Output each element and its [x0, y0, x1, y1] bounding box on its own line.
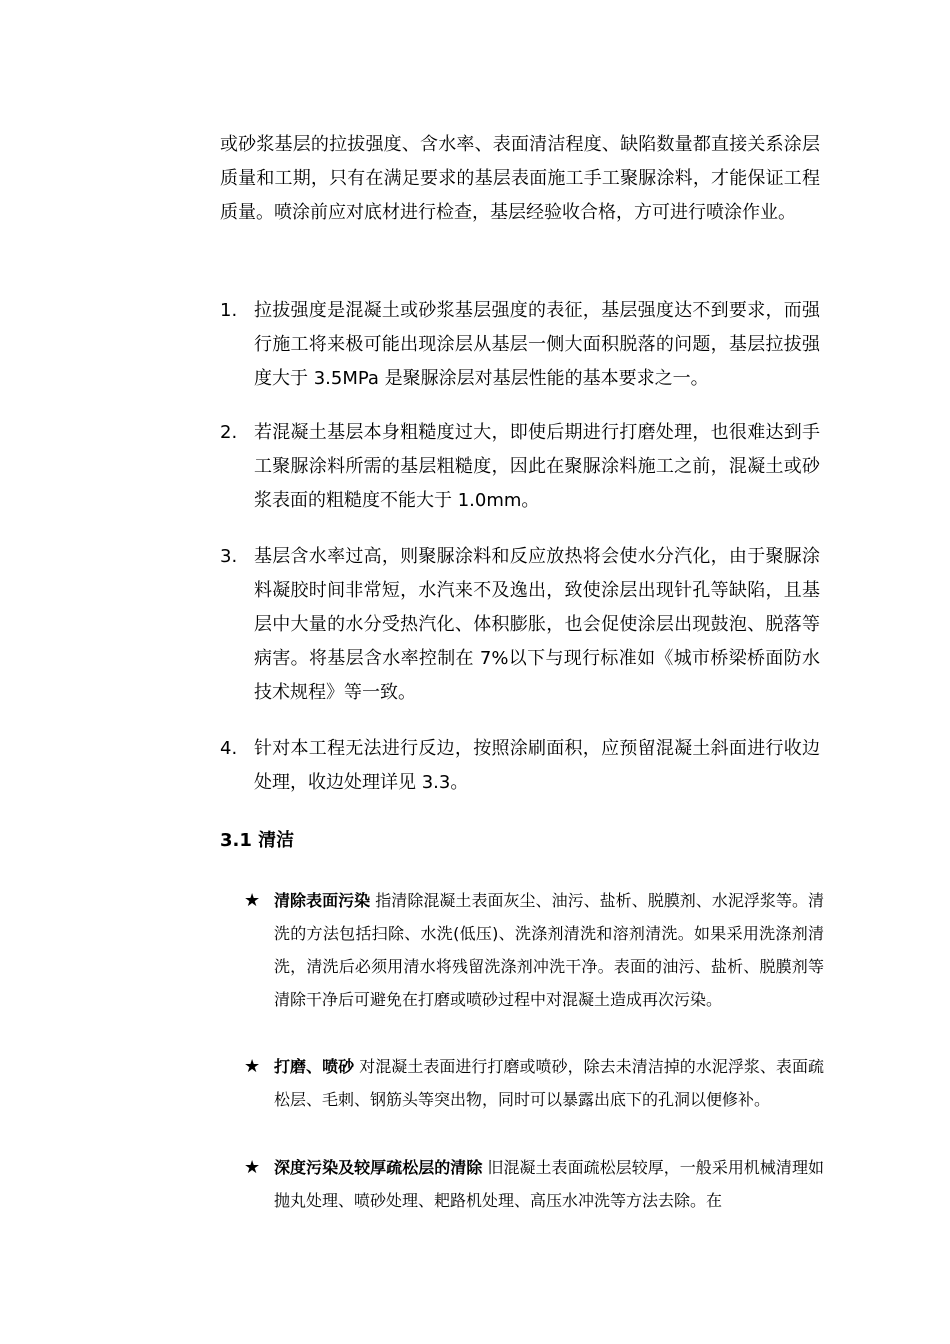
- star-item-body: 指清除混凝土表面灰尘、油污、盐析、脱膜剂、水泥浮浆等。清洗的方法包括扫除、水洗(低压)、洗涤剂清洗和溶剂清洗。如果采用洗涤剂清洗，清洗后必须用清水将残留洗涤剂冲洗干净。表面的油污、盐析、脱膜剂等清除干净后可避免在打磨或喷砂过程中对混凝土造成再次污染。: [274, 891, 824, 1009]
- item-number: 2.: [220, 422, 238, 443]
- item-text: 基层含水率过高，则聚脲涂料和反应放热将会使水分汽化，由于聚脲涂料凝胶时间非常短，水汽来不及逸出，致使涂层出现针孔等缺陷，且基层中大量的水分受热汽化、体积膨胀，也会促使涂层出现鼓泡、脱落等病害。将基层含水率控制在 7%以下与现行标准如《城市桥梁桥面防水技术规程》等一致。: [254, 546, 820, 703]
- star-icon: ★: [244, 1056, 261, 1077]
- item-text: 针对本工程无法进行反边，按照涂刷面积，应预留混凝土斜面进行收边处理，收边处理详见 3.3。: [254, 738, 820, 793]
- numbered-item-1: [220, 294, 820, 396]
- star-item-body: 对混凝土表面进行打磨或喷砂，除去未清洁掉的水泥浮浆、表面疏松层、毛刺、钢筋头等突出物，同时可以暴露出底下的孔洞以便修补。: [274, 1057, 824, 1109]
- star-item-lead: 深度污染及较厚疏松层的清除: [274, 1158, 483, 1177]
- star-item-1: [244, 884, 824, 1016]
- section-heading: 3.1 清洁: [220, 830, 295, 851]
- star-item-3: [244, 1151, 824, 1217]
- star-icon: ★: [244, 890, 261, 911]
- star-item-text: [274, 1050, 824, 1116]
- star-icon: ★: [244, 1157, 261, 1178]
- star-item-lead: 清除表面污染: [274, 891, 371, 910]
- star-item-lead: 打磨、喷砂: [274, 1057, 355, 1076]
- star-item-text: [274, 884, 824, 1016]
- numbered-item-2: [220, 416, 820, 518]
- item-number: 3.: [220, 546, 238, 567]
- item-text: 拉拔强度是混凝土或砂浆基层强度的表征，基层强度达不到要求，而强行施工将来极可能出现涂层从基层一侧大面积脱落的问题，基层拉拔强度大于 3.5MPa 是聚脲涂层对基层性能的基本要求之一。: [254, 300, 820, 389]
- numbered-item-3: [220, 540, 820, 710]
- star-item-text: [274, 1151, 824, 1217]
- item-number: 4.: [220, 738, 238, 759]
- numbered-item-4: [220, 732, 820, 800]
- intro-paragraph: 或砂浆基层的拉拔强度、含水率、表面清洁程度、缺陷数量都直接关系涂层质量和工期，只有在满足要求的基层表面施工手工聚脲涂料，才能保证工程质量。喷涂前应对底材进行检查，基层经验收合格，方可进行喷涂作业。: [220, 134, 820, 223]
- item-number: 1.: [220, 300, 238, 321]
- item-text: 若混凝土基层本身粗糙度过大，即使后期进行打磨处理，也很难达到手工聚脲涂料所需的基层粗糙度，因此在聚脲涂料施工之前，混凝土或砂浆表面的粗糙度不能大于 1.0mm。: [254, 422, 820, 511]
- star-item-2: [244, 1050, 824, 1116]
- star-item-body: 旧混凝土表面疏松层较厚，一般采用机械清理如抛丸处理、喷砂处理、耙路机处理、高压水冲洗等方法去除。在: [274, 1158, 824, 1210]
